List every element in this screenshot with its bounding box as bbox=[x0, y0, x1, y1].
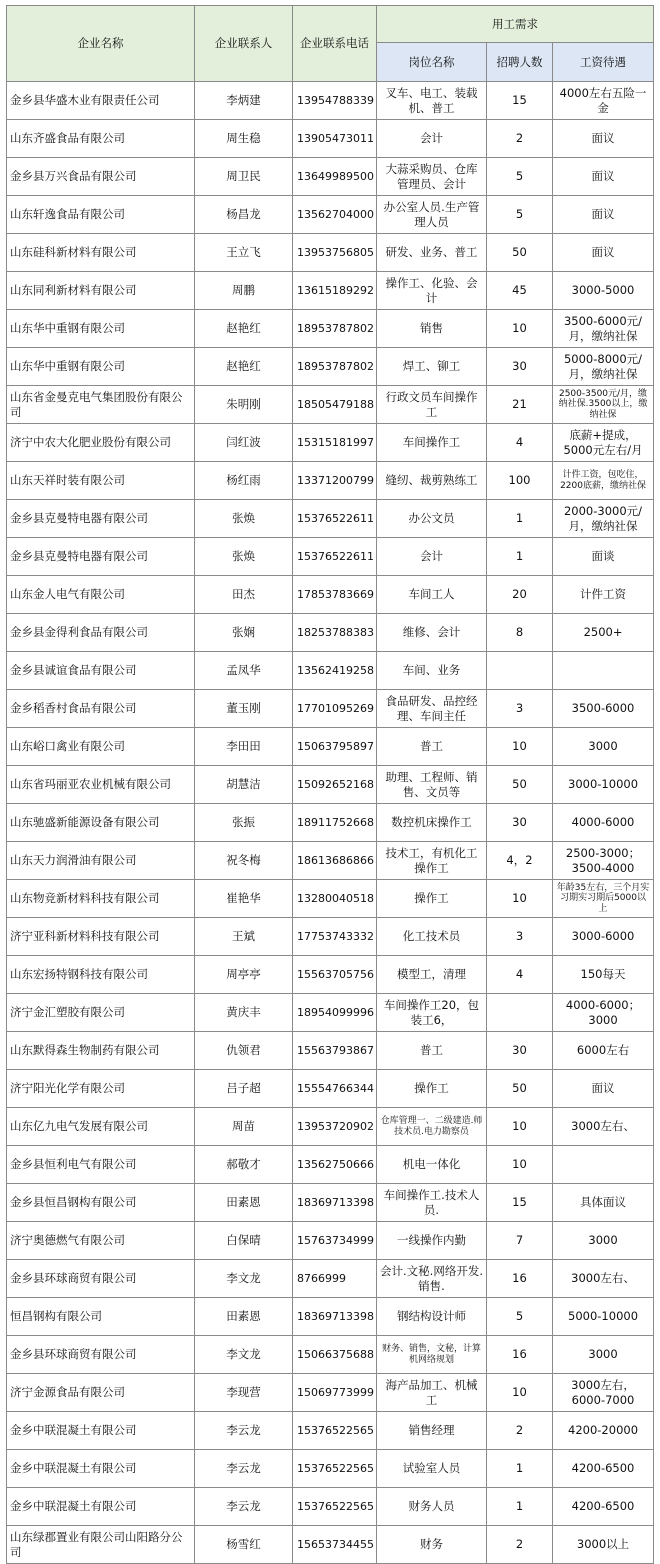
table-row bbox=[7, 614, 654, 652]
contact-cell: 周鹏 bbox=[195, 272, 293, 310]
table-row bbox=[7, 1032, 654, 1070]
company-cell: 山东峪口禽业有限公司 bbox=[7, 728, 195, 766]
position-cell: 大蒜采购员、仓库管理员、会计 bbox=[377, 158, 487, 196]
count-cell bbox=[487, 652, 553, 690]
phone-cell: 17701095269 bbox=[293, 690, 377, 728]
company-cell: 山东亿九电气发展有限公司 bbox=[7, 1108, 195, 1146]
company-cell: 山东同利新材料有限公司 bbox=[7, 272, 195, 310]
company-cell: 山东省玛丽亚农业机械有限公司 bbox=[7, 766, 195, 804]
contact-cell: 赵艳红 bbox=[195, 348, 293, 386]
count-cell: 2 bbox=[487, 1412, 553, 1450]
salary-cell: 计件工资，包吃住，2200底薪，缴纳社保 bbox=[553, 462, 654, 500]
salary-cell: 面议 bbox=[553, 158, 654, 196]
phone-cell: 18953787802 bbox=[293, 348, 377, 386]
table-body bbox=[7, 82, 654, 1564]
table-row bbox=[7, 500, 654, 538]
position-cell: 会计 bbox=[377, 538, 487, 576]
table-row bbox=[7, 234, 654, 272]
salary-cell bbox=[553, 652, 654, 690]
salary-cell: 6000左右 bbox=[553, 1032, 654, 1070]
count-cell: 16 bbox=[487, 1260, 553, 1298]
salary-cell: 3500-6000 bbox=[553, 690, 654, 728]
salary-cell: 面谈 bbox=[553, 538, 654, 576]
position-cell: 办公室人员.生产管理人员 bbox=[377, 196, 487, 234]
company-cell: 金乡县环球商贸有限公司 bbox=[7, 1336, 195, 1374]
phone-cell: 15376522611 bbox=[293, 538, 377, 576]
company-cell: 山东物竞新材料科技有限公司 bbox=[7, 880, 195, 918]
company-cell: 金乡县华盛木业有限责任公司 bbox=[7, 82, 195, 120]
contact-cell: 田素恩 bbox=[195, 1298, 293, 1336]
table-row bbox=[7, 842, 654, 880]
count-cell: 30 bbox=[487, 804, 553, 842]
count-cell: 5 bbox=[487, 196, 553, 234]
table-row bbox=[7, 386, 654, 424]
contact-cell: 李文龙 bbox=[195, 1336, 293, 1374]
company-cell: 济宁金源食品有限公司 bbox=[7, 1374, 195, 1412]
header-phone: 企业联系电话 bbox=[293, 6, 377, 82]
salary-cell: 3000 bbox=[553, 728, 654, 766]
phone-cell: 15554766344 bbox=[293, 1070, 377, 1108]
position-cell: 维修、会计 bbox=[377, 614, 487, 652]
salary-cell: 4000-6000 bbox=[553, 804, 654, 842]
count-cell: 30 bbox=[487, 348, 553, 386]
contact-cell: 李炳建 bbox=[195, 82, 293, 120]
contact-cell: 闫红波 bbox=[195, 424, 293, 462]
position-cell: 财务 bbox=[377, 1526, 487, 1564]
phone-cell: 13371200799 bbox=[293, 462, 377, 500]
contact-cell: 王立飞 bbox=[195, 234, 293, 272]
table-row bbox=[7, 1108, 654, 1146]
contact-cell: 李现营 bbox=[195, 1374, 293, 1412]
contact-cell: 张焕 bbox=[195, 500, 293, 538]
salary-cell: 3000以上 bbox=[553, 1526, 654, 1564]
count-cell: 8 bbox=[487, 614, 553, 652]
contact-cell: 胡慧洁 bbox=[195, 766, 293, 804]
table-row bbox=[7, 728, 654, 766]
position-cell: 一线操作内勤 bbox=[377, 1222, 487, 1260]
phone-cell: 17753743332 bbox=[293, 918, 377, 956]
salary-cell: 4200-6500 bbox=[553, 1488, 654, 1526]
position-cell: 焊工、铆工 bbox=[377, 348, 487, 386]
count-cell: 21 bbox=[487, 386, 553, 424]
salary-cell: 面议 bbox=[553, 1070, 654, 1108]
company-cell: 山东省金曼克电气集团股份有限公司 bbox=[7, 386, 195, 424]
count-cell: 10 bbox=[487, 1108, 553, 1146]
salary-cell: 3000左右、 bbox=[553, 1108, 654, 1146]
table-row bbox=[7, 804, 654, 842]
contact-cell: 李云龙 bbox=[195, 1488, 293, 1526]
company-cell: 金乡县万兴食品有限公司 bbox=[7, 158, 195, 196]
table-row bbox=[7, 880, 654, 918]
table-row bbox=[7, 1412, 654, 1450]
count-cell: 1 bbox=[487, 1450, 553, 1488]
phone-cell: 13905473011 bbox=[293, 120, 377, 158]
company-cell: 济宁中农大化肥业股份有限公司 bbox=[7, 424, 195, 462]
position-cell: 车间操作工.技术人员. bbox=[377, 1184, 487, 1222]
phone-cell: 18253788383 bbox=[293, 614, 377, 652]
salary-cell: 面议 bbox=[553, 234, 654, 272]
phone-cell: 15069773999 bbox=[293, 1374, 377, 1412]
company-cell: 金乡稻香村食品有限公司 bbox=[7, 690, 195, 728]
phone-cell: 13649989500 bbox=[293, 158, 377, 196]
table-row bbox=[7, 766, 654, 804]
contact-cell: 郝敬才 bbox=[195, 1146, 293, 1184]
position-cell: 车间工人 bbox=[377, 576, 487, 614]
phone-cell: 18954099996 bbox=[293, 994, 377, 1032]
count-cell: 3 bbox=[487, 918, 553, 956]
company-cell: 山东天祥时装有限公司 bbox=[7, 462, 195, 500]
count-cell: 20 bbox=[487, 576, 553, 614]
table-row bbox=[7, 576, 654, 614]
table-row bbox=[7, 652, 654, 690]
company-cell: 山东天力润滑油有限公司 bbox=[7, 842, 195, 880]
company-cell: 济宁金汇塑胶有限公司 bbox=[7, 994, 195, 1032]
count-cell bbox=[487, 994, 553, 1032]
table-row bbox=[7, 538, 654, 576]
contact-cell: 祝冬梅 bbox=[195, 842, 293, 880]
phone-cell: 13953756805 bbox=[293, 234, 377, 272]
position-cell: 食品研发、品控经理、车间主任 bbox=[377, 690, 487, 728]
contact-cell: 白保晴 bbox=[195, 1222, 293, 1260]
contact-cell: 黄庆丰 bbox=[195, 994, 293, 1032]
phone-cell: 15563793867 bbox=[293, 1032, 377, 1070]
count-cell: 50 bbox=[487, 234, 553, 272]
phone-cell: 15066375688 bbox=[293, 1336, 377, 1374]
salary-cell bbox=[553, 1146, 654, 1184]
phone-cell: 13280040518 bbox=[293, 880, 377, 918]
contact-cell: 杨昌龙 bbox=[195, 196, 293, 234]
table-row bbox=[7, 272, 654, 310]
company-cell: 金乡县诚谊食品有限公司 bbox=[7, 652, 195, 690]
company-cell: 金乡县环球商贸有限公司 bbox=[7, 1260, 195, 1298]
contact-cell: 田杰 bbox=[195, 576, 293, 614]
position-cell: 机电一体化 bbox=[377, 1146, 487, 1184]
position-cell: 财务、销售，文秘，计算机网络规划 bbox=[377, 1336, 487, 1374]
table-row bbox=[7, 1526, 654, 1564]
contact-cell: 吕子超 bbox=[195, 1070, 293, 1108]
phone-cell: 15315181997 bbox=[293, 424, 377, 462]
phone-cell: 17853783669 bbox=[293, 576, 377, 614]
count-cell: 15 bbox=[487, 82, 553, 120]
table-row bbox=[7, 1450, 654, 1488]
salary-cell: 计件工资 bbox=[553, 576, 654, 614]
company-cell: 山东默得森生物制药有限公司 bbox=[7, 1032, 195, 1070]
position-cell: 海产品加工、机械工 bbox=[377, 1374, 487, 1412]
position-cell: 研发、业务、普工 bbox=[377, 234, 487, 272]
count-cell: 10 bbox=[487, 728, 553, 766]
position-cell: 车间操作工 bbox=[377, 424, 487, 462]
phone-cell: 15376522611 bbox=[293, 500, 377, 538]
contact-cell: 杨雪红 bbox=[195, 1526, 293, 1564]
contact-cell: 李云龙 bbox=[195, 1450, 293, 1488]
count-cell: 4 bbox=[487, 424, 553, 462]
phone-cell: 13615189292 bbox=[293, 272, 377, 310]
position-cell: 仓库管理一、二级建造.师技术员.电力勘察员 bbox=[377, 1108, 487, 1146]
position-cell: 办公文员 bbox=[377, 500, 487, 538]
contact-cell: 张振 bbox=[195, 804, 293, 842]
phone-cell: 15653734455 bbox=[293, 1526, 377, 1564]
table-row bbox=[7, 462, 654, 500]
company-cell: 山东硅科新材料有限公司 bbox=[7, 234, 195, 272]
count-cell: 16 bbox=[487, 1336, 553, 1374]
contact-cell: 李云龙 bbox=[195, 1412, 293, 1450]
count-cell: 1 bbox=[487, 538, 553, 576]
phone-cell: 15092652168 bbox=[293, 766, 377, 804]
company-cell: 金乡县金得利食品有限公司 bbox=[7, 614, 195, 652]
header-count: 招聘人数 bbox=[487, 43, 553, 82]
position-cell: 行政文员车间操作工 bbox=[377, 386, 487, 424]
header-position: 岗位名称 bbox=[377, 43, 487, 82]
salary-cell: 5000-8000元/月，缴纳社保 bbox=[553, 348, 654, 386]
position-cell: 操作工 bbox=[377, 880, 487, 918]
phone-cell: 13562750666 bbox=[293, 1146, 377, 1184]
contact-cell: 张焕 bbox=[195, 538, 293, 576]
phone-cell: 13953720902 bbox=[293, 1108, 377, 1146]
salary-cell: 3000 bbox=[553, 1336, 654, 1374]
position-cell: 缝纫、裁剪熟练工 bbox=[377, 462, 487, 500]
contact-cell: 周卫民 bbox=[195, 158, 293, 196]
salary-cell: 3000-5000 bbox=[553, 272, 654, 310]
table-row bbox=[7, 1260, 654, 1298]
phone-cell: 15376522565 bbox=[293, 1488, 377, 1526]
table-row bbox=[7, 120, 654, 158]
count-cell: 4 bbox=[487, 956, 553, 994]
salary-cell: 2000-3000元/月，缴纳社保 bbox=[553, 500, 654, 538]
salary-cell: 面议 bbox=[553, 196, 654, 234]
count-cell: 50 bbox=[487, 1070, 553, 1108]
count-cell: 5 bbox=[487, 158, 553, 196]
salary-cell: 年龄35左右，三个月实习期实习期后5000以上 bbox=[553, 880, 654, 918]
count-cell: 100 bbox=[487, 462, 553, 500]
company-cell: 山东轩逸食品有限公司 bbox=[7, 196, 195, 234]
count-cell: 3 bbox=[487, 690, 553, 728]
contact-cell: 王斌 bbox=[195, 918, 293, 956]
position-cell: 助理、工程师、销售、文员等 bbox=[377, 766, 487, 804]
phone-cell: 18369713398 bbox=[293, 1298, 377, 1336]
count-cell: 5 bbox=[487, 1298, 553, 1336]
table-row bbox=[7, 1222, 654, 1260]
phone-cell: 18369713398 bbox=[293, 1184, 377, 1222]
salary-cell: 底薪+提成，5000元左右/月 bbox=[553, 424, 654, 462]
table-row bbox=[7, 196, 654, 234]
position-cell: 普工 bbox=[377, 1032, 487, 1070]
table-row bbox=[7, 690, 654, 728]
contact-cell: 周亭亭 bbox=[195, 956, 293, 994]
company-cell: 金乡县克曼特电器有限公司 bbox=[7, 538, 195, 576]
salary-cell: 4200-20000 bbox=[553, 1412, 654, 1450]
position-cell: 操作工 bbox=[377, 1070, 487, 1108]
position-cell: 模型工，清理 bbox=[377, 956, 487, 994]
salary-cell: 4200-6500 bbox=[553, 1450, 654, 1488]
company-cell: 济宁阳光化学有限公司 bbox=[7, 1070, 195, 1108]
table-row bbox=[7, 158, 654, 196]
table-row bbox=[7, 348, 654, 386]
phone-cell: 18613686866 bbox=[293, 842, 377, 880]
company-cell: 山东驰盛新能源设备有限公司 bbox=[7, 804, 195, 842]
phone-cell: 18505479188 bbox=[293, 386, 377, 424]
contact-cell: 李文龙 bbox=[195, 1260, 293, 1298]
salary-cell: 3000-6000 bbox=[553, 918, 654, 956]
table-row bbox=[7, 310, 654, 348]
table-row bbox=[7, 424, 654, 462]
company-cell: 山东金人电气有限公司 bbox=[7, 576, 195, 614]
salary-cell: 3000-10000 bbox=[553, 766, 654, 804]
table-row bbox=[7, 918, 654, 956]
contact-cell: 田素恩 bbox=[195, 1184, 293, 1222]
company-cell: 金乡中联混凝土有限公司 bbox=[7, 1450, 195, 1488]
company-cell: 金乡县克曼特电器有限公司 bbox=[7, 500, 195, 538]
header-row-1 bbox=[7, 6, 654, 43]
phone-cell: 15376522565 bbox=[293, 1450, 377, 1488]
count-cell: 50 bbox=[487, 766, 553, 804]
salary-cell: 4000左右五险一金 bbox=[553, 82, 654, 120]
salary-cell: 3000 bbox=[553, 1222, 654, 1260]
phone-cell: 15763734999 bbox=[293, 1222, 377, 1260]
contact-cell: 赵艳红 bbox=[195, 310, 293, 348]
contact-cell: 董玉刚 bbox=[195, 690, 293, 728]
contact-cell: 孟凤华 bbox=[195, 652, 293, 690]
table-row bbox=[7, 1488, 654, 1526]
company-cell: 山东绿郡置业有限公司山阳路分公司 bbox=[7, 1526, 195, 1564]
salary-cell: 4000-6000；3000 bbox=[553, 994, 654, 1032]
company-cell: 金乡县恒利电气有限公司 bbox=[7, 1146, 195, 1184]
count-cell: 7 bbox=[487, 1222, 553, 1260]
table-row bbox=[7, 1184, 654, 1222]
table-row bbox=[7, 82, 654, 120]
salary-cell: 3000左右、 bbox=[553, 1260, 654, 1298]
company-cell: 山东华中重钢有限公司 bbox=[7, 348, 195, 386]
position-cell: 叉车、电工、装载机、普工 bbox=[377, 82, 487, 120]
company-cell: 济宁亚科新材料科技有限公司 bbox=[7, 918, 195, 956]
count-cell: 10 bbox=[487, 880, 553, 918]
position-cell: 试验室人员 bbox=[377, 1450, 487, 1488]
phone-cell: 13562419258 bbox=[293, 652, 377, 690]
phone-cell: 18911752668 bbox=[293, 804, 377, 842]
count-cell: 15 bbox=[487, 1184, 553, 1222]
phone-cell: 13562704000 bbox=[293, 196, 377, 234]
company-cell: 山东齐盛食品有限公司 bbox=[7, 120, 195, 158]
count-cell: 10 bbox=[487, 1374, 553, 1412]
salary-cell: 5000-10000 bbox=[553, 1298, 654, 1336]
count-cell: 10 bbox=[487, 1146, 553, 1184]
phone-cell: 15376522565 bbox=[293, 1412, 377, 1450]
count-cell: 2 bbox=[487, 1526, 553, 1564]
phone-cell: 15563705756 bbox=[293, 956, 377, 994]
position-cell: 钢结构设计师 bbox=[377, 1298, 487, 1336]
count-cell: 1 bbox=[487, 500, 553, 538]
count-cell: 4，2 bbox=[487, 842, 553, 880]
count-cell: 2 bbox=[487, 120, 553, 158]
position-cell: 会计 bbox=[377, 120, 487, 158]
count-cell: 10 bbox=[487, 310, 553, 348]
company-cell: 金乡中联混凝土有限公司 bbox=[7, 1488, 195, 1526]
position-cell: 操作工、化验、会计 bbox=[377, 272, 487, 310]
company-cell: 山东宏扬特钢科技有限公司 bbox=[7, 956, 195, 994]
company-cell: 金乡中联混凝土有限公司 bbox=[7, 1412, 195, 1450]
position-cell: 化工技术员 bbox=[377, 918, 487, 956]
table-row bbox=[7, 956, 654, 994]
position-cell: 数控机床操作工 bbox=[377, 804, 487, 842]
salary-cell: 3000左右，6000-7000 bbox=[553, 1374, 654, 1412]
contact-cell: 李田田 bbox=[195, 728, 293, 766]
phone-cell: 18953787802 bbox=[293, 310, 377, 348]
salary-cell: 具体面议 bbox=[553, 1184, 654, 1222]
recruitment-table bbox=[6, 5, 654, 1564]
company-cell: 山东华中重钢有限公司 bbox=[7, 310, 195, 348]
company-cell: 金乡县恒昌钢构有限公司 bbox=[7, 1184, 195, 1222]
contact-cell: 杨红雨 bbox=[195, 462, 293, 500]
contact-cell: 朱明刚 bbox=[195, 386, 293, 424]
table-row bbox=[7, 1070, 654, 1108]
header-contact: 企业联系人 bbox=[195, 6, 293, 82]
contact-cell: 周苗 bbox=[195, 1108, 293, 1146]
position-cell: 普工 bbox=[377, 728, 487, 766]
count-cell: 1 bbox=[487, 1488, 553, 1526]
count-cell: 45 bbox=[487, 272, 553, 310]
position-cell: 技术工，有机化工操作工 bbox=[377, 842, 487, 880]
salary-cell: 2500-3500元/月，缴纳社保.3500以上，缴纳社保 bbox=[553, 386, 654, 424]
header-salary: 工资待遇 bbox=[553, 43, 654, 82]
position-cell: 财务人员 bbox=[377, 1488, 487, 1526]
position-cell: 销售 bbox=[377, 310, 487, 348]
phone-cell: 15063795897 bbox=[293, 728, 377, 766]
salary-cell: 2500-3000；3500-4000 bbox=[553, 842, 654, 880]
table-row bbox=[7, 994, 654, 1032]
count-cell: 30 bbox=[487, 1032, 553, 1070]
phone-cell: 8766999 bbox=[293, 1260, 377, 1298]
position-cell: 车间、业务 bbox=[377, 652, 487, 690]
table-row bbox=[7, 1146, 654, 1184]
position-cell: 会计.文秘.网络开发.销售. bbox=[377, 1260, 487, 1298]
salary-cell: 面议 bbox=[553, 120, 654, 158]
header-demand: 用工需求 bbox=[377, 6, 654, 43]
phone-cell: 13954788339 bbox=[293, 82, 377, 120]
table-row bbox=[7, 1336, 654, 1374]
salary-cell: 2500+ bbox=[553, 614, 654, 652]
company-cell: 恒昌钢构有限公司 bbox=[7, 1298, 195, 1336]
position-cell: 车间操作工20，包装工6， bbox=[377, 994, 487, 1032]
salary-cell: 150每天 bbox=[553, 956, 654, 994]
table-row bbox=[7, 1374, 654, 1412]
contact-cell: 仇领君 bbox=[195, 1032, 293, 1070]
contact-cell: 周生稳 bbox=[195, 120, 293, 158]
company-cell: 济宁奥德燃气有限公司 bbox=[7, 1222, 195, 1260]
salary-cell: 3500-6000元/月，缴纳社保 bbox=[553, 310, 654, 348]
table-row bbox=[7, 1298, 654, 1336]
contact-cell: 张娴 bbox=[195, 614, 293, 652]
position-cell: 销售经理 bbox=[377, 1412, 487, 1450]
header-company: 企业名称 bbox=[7, 6, 195, 82]
contact-cell: 崔艳华 bbox=[195, 880, 293, 918]
